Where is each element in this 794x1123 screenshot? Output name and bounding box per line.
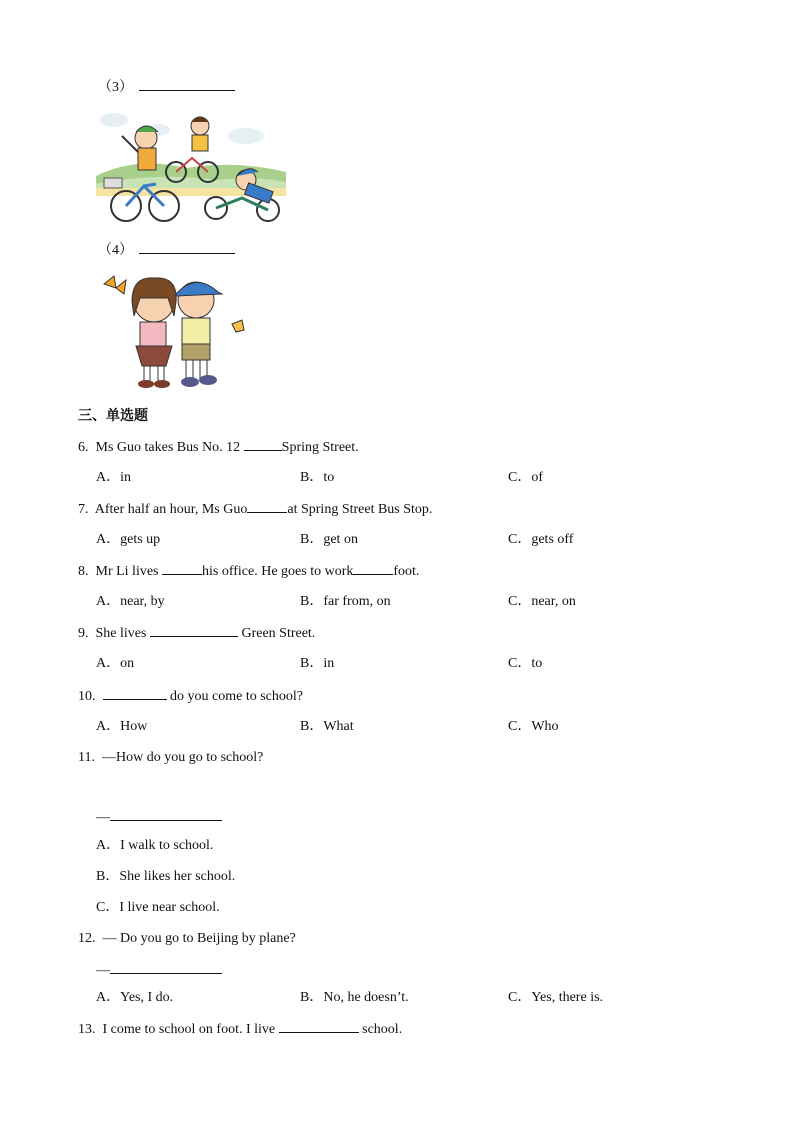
kids-riding-bikes-picture [96,106,286,226]
question-11-answer-line: — [96,808,222,827]
kids-walking-picture [96,268,256,392]
question-13-blank [279,1020,359,1033]
question-9: 9. She lives Green Street. [78,626,316,641]
question-11-option-b[interactable]: B．She likes her school. [96,869,236,884]
question-6: 6. Ms Guo takes Bus No. 12 Spring Street. [78,440,359,455]
question-8-option-b[interactable]: B．far from, on [300,594,391,609]
question-9-option-b[interactable]: B．in [300,656,335,671]
question-6-option-a[interactable]: A．in [96,470,131,485]
question-12-blank [110,961,222,974]
item-3-label: （3） [98,78,235,97]
question-9-blank [150,624,238,637]
question-6-option-b[interactable]: B．to [300,470,335,485]
item-3-blank [139,78,235,91]
question-13: 13. I come to school on foot. I live school. [78,1022,403,1037]
section-title: 三、单选题 [78,408,148,424]
question-11-option-c[interactable]: C．I live near school. [96,900,220,915]
question-12-answer-line: — [96,961,222,980]
question-9-option-a[interactable]: A．on [96,656,135,671]
item-4-blank [139,241,235,254]
question-10: 10. do you come to school? [78,689,303,704]
question-7-option-a[interactable]: A．gets up [96,532,161,547]
question-9-option-c[interactable]: C．to [508,656,543,671]
question-8: 8. Mr Li lives his office. He goes to work foot. [78,564,420,579]
question-11-option-a[interactable]: A．I walk to school. [96,838,214,853]
question-7-blank [247,500,287,513]
question-12: 12. — Do you go to Beijing by plane? [78,931,296,946]
question-8-blank-1 [162,562,202,575]
question-10-option-c[interactable]: C．Who [508,719,559,734]
question-8-blank-2 [353,562,393,575]
question-6-blank [244,438,282,451]
question-7: 7. After half an hour, Ms Guo at Spring Street Bus Stop. [78,502,433,517]
question-10-option-b[interactable]: B．What [300,719,354,734]
question-7-option-b[interactable]: B．get on [300,532,358,547]
item-4-label: （4） [98,241,235,260]
question-8-option-a[interactable]: A．near, by [96,594,165,609]
question-11: 11. —How do you go to school? [78,750,264,765]
question-7-option-c[interactable]: C．gets off [508,532,574,547]
question-12-option-b[interactable]: B．No, he doesn’t. [300,990,409,1005]
question-12-option-c[interactable]: C．Yes, there is. [508,990,604,1005]
question-6-option-c[interactable]: C．of [508,470,543,485]
question-8-option-c[interactable]: C．near, on [508,594,576,609]
question-11-blank [110,808,222,821]
question-10-blank [103,687,167,700]
question-12-option-a[interactable]: A．Yes, I do. [96,990,174,1005]
question-10-option-a[interactable]: A．How [96,719,148,734]
